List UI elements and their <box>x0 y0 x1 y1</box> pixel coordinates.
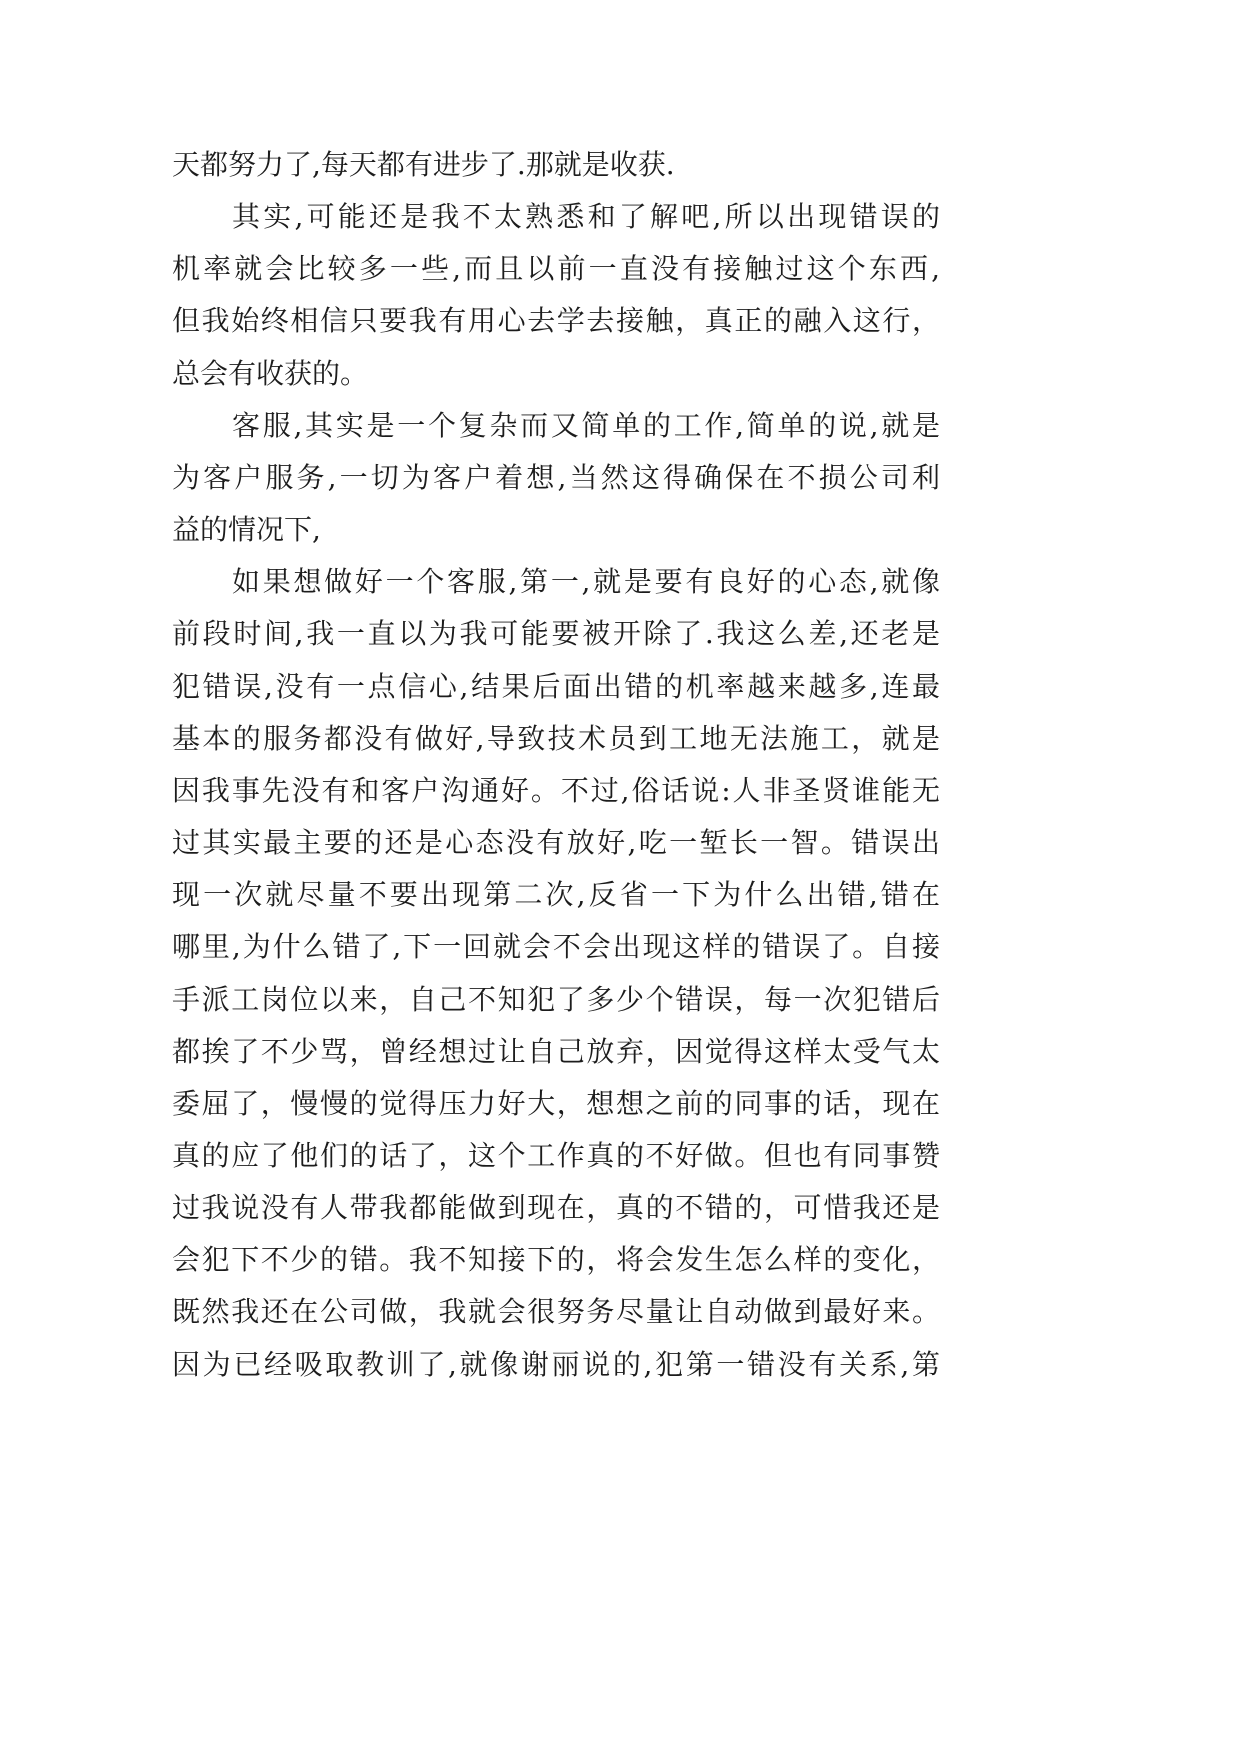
body-text <box>172 139 940 1391</box>
text-line: 过我说没有人带我都能做到现在，真的不错的，可惜我还是 <box>172 1191 940 1225</box>
text-line: 犯错误,没有一点信心,结果后面出错的机率越来越多,连最 <box>172 669 940 703</box>
paragraph <box>172 400 940 556</box>
text-line: 前段时间,我一直以为我可能要被开除了.我这么差,还老是 <box>172 617 940 651</box>
text-line: 因为已经吸取教训了,就像谢丽说的,犯第一错没有关系,第 <box>172 1347 940 1381</box>
text-line: 益的情况下, <box>172 513 321 547</box>
paragraph <box>172 191 940 400</box>
text-line: 手派工岗位以来，自己不知犯了多少个错误，每一次犯错后 <box>172 982 940 1016</box>
text-line: 委屈了，慢慢的觉得压力好大，想想之前的同事的话，现在 <box>172 1086 940 1120</box>
text-line: 机率就会比较多一些,而且以前一直没有接触过这个东西, <box>172 252 940 286</box>
text-line: 都挨了不少骂，曾经想过让自己放弃，因觉得这样太受气太 <box>172 1034 940 1068</box>
text-line: 既然我还在公司做，我就会很努务尽量让自动做到最好来。 <box>172 1295 940 1329</box>
text-line: 会犯下不少的错。我不知接下的，将会发生怎么样的变化， <box>172 1243 940 1277</box>
text-line: 因我事先没有和客户沟通好。不过,俗话说:人非圣贤谁能无 <box>172 773 940 807</box>
paragraph <box>172 139 940 191</box>
text-line: 真的应了他们的话了，这个工作真的不好做。但也有同事赞 <box>172 1138 940 1172</box>
text-line: 为客户服务,一切为客户着想,当然这得确保在不损公司利 <box>172 460 940 494</box>
text-line: 现一次就尽量不要出现第二次,反省一下为什么出错,错在 <box>172 878 940 912</box>
text-line: 如果想做好一个客服,第一,就是要有良好的心态,就像 <box>232 565 940 599</box>
text-line: 过其实最主要的还是心态没有放好,吃一堑长一智。错误出 <box>172 826 940 860</box>
text-line: 总会有收获的。 <box>172 356 369 390</box>
text-line: 但我始终相信只要我有用心去学去接触，真正的融入这行， <box>172 304 940 338</box>
text-line: 哪里,为什么错了,下一回就会不会出现这样的错误了。自接 <box>172 930 940 964</box>
text-line: 其实,可能还是我不太熟悉和了解吧,所以出现错误的 <box>232 200 940 234</box>
text-line: 天都努力了,每天都有进步了.那就是收获. <box>172 148 675 181</box>
text-line: 基本的服务都没有做好,导致技术员到工地无法施工，就是 <box>172 721 940 755</box>
text-line: 客服,其实是一个复杂而又简单的工作,简单的说,就是 <box>232 408 940 442</box>
paragraph <box>172 556 940 1391</box>
